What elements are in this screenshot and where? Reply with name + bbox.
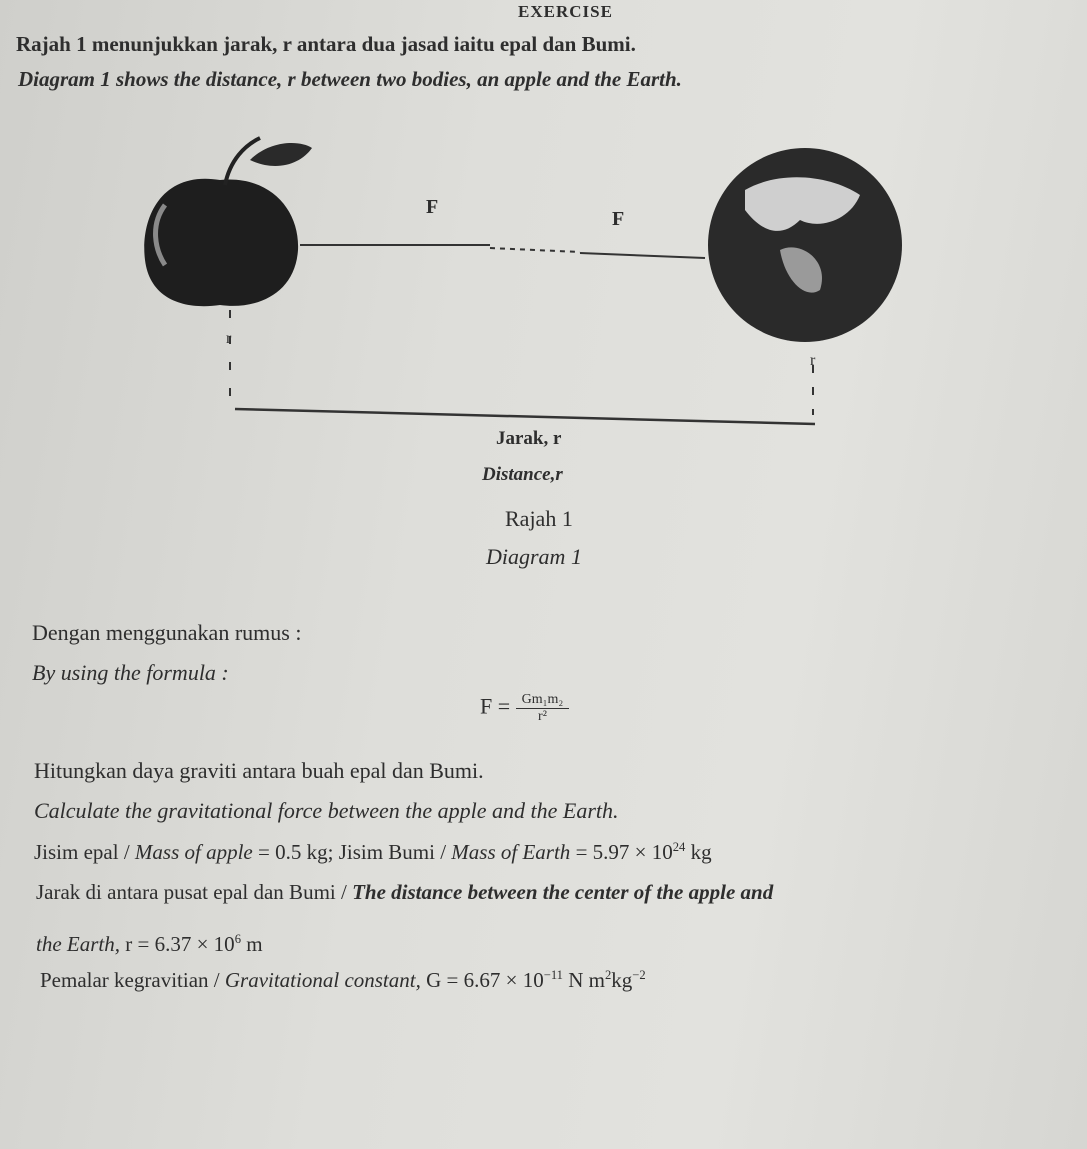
constant-unit-exp-kg: −2 <box>632 968 646 982</box>
given-constant <box>40 968 646 993</box>
question-english: Calculate the gravitational force between the apple and the Earth. <box>34 798 619 823</box>
intro-english: Diagram 1 shows the distance, r between two bodies, an apple and the Earth. <box>18 67 682 91</box>
earth-mass-exponent: 24 <box>672 840 686 854</box>
diagram-apple-earth <box>0 120 1087 440</box>
apple-mass-malay: Jisim epal / <box>34 840 135 864</box>
question-malay: Hitungkan daya graviti antara buah epal dan Bumi. <box>34 758 484 783</box>
constant-malay: Pemalar kegravitian / <box>40 968 225 992</box>
r-mark-left: r <box>226 330 232 347</box>
apple-mass-english: Mass of apple <box>134 840 253 864</box>
formula-lhs: F = <box>480 693 511 719</box>
formula-numerator: Gm₁m₂ <box>516 692 570 709</box>
earth-mass-malay: Jisim Bumi / <box>338 840 452 864</box>
distance-value: r = 6.37 × 10 <box>120 932 235 956</box>
constant-unit: N m <box>562 968 605 992</box>
constant-unit-exp-m: 2 <box>604 968 612 982</box>
apple-mass-value: = 0.5 kg; <box>252 840 339 864</box>
constant-english: Gravitational constant, <box>224 968 421 992</box>
force-label-left: F <box>426 196 439 218</box>
constant-unit-kg: kg <box>611 968 633 992</box>
earth-mass-unit: kg <box>685 840 712 864</box>
exercise-heading: EXERCISE <box>518 2 613 21</box>
distance-line <box>235 409 815 424</box>
force-line-right <box>580 253 705 258</box>
earth-image <box>708 148 902 342</box>
distance-english-cont: the Earth, <box>36 932 120 956</box>
gravitation-formula <box>480 692 569 725</box>
earth-mass-english: Mass of Earth <box>451 840 571 864</box>
constant-exponent: −11 <box>543 968 563 982</box>
distance-label-malay: Jarak, r <box>496 428 562 449</box>
distance-malay: Jarak di antara pusat epal dan Bumi / <box>36 880 353 904</box>
force-label-right: F <box>612 208 625 230</box>
r-mark-right: r <box>810 352 816 369</box>
formula-intro-malay: Dengan menggunakan rumus : <box>32 620 302 645</box>
distance-unit: m <box>240 932 263 956</box>
constant-value: G = 6.67 × 10 <box>420 968 544 992</box>
apple-image <box>144 138 312 306</box>
force-line-dashed <box>490 248 580 252</box>
distance-label-english: Distance,r <box>482 464 563 485</box>
earth-mass-value: = 5.97 × 10 <box>570 840 673 864</box>
distance-english: The distance between the center of the apple and <box>352 880 774 904</box>
caption-malay: Rajah 1 <box>505 506 573 531</box>
distance-exponent: 6 <box>234 932 241 946</box>
given-masses <box>34 840 712 865</box>
formula-denominator: r² <box>538 709 547 724</box>
given-distance-line1 <box>36 880 773 905</box>
formula-intro-english: By using the formula : <box>32 660 229 685</box>
intro-malay: Rajah 1 menunjukkan jarak, r antara dua jasad iaitu epal dan Bumi. <box>16 32 636 56</box>
caption-english: Diagram 1 <box>486 544 582 569</box>
given-distance-line2 <box>36 932 263 957</box>
